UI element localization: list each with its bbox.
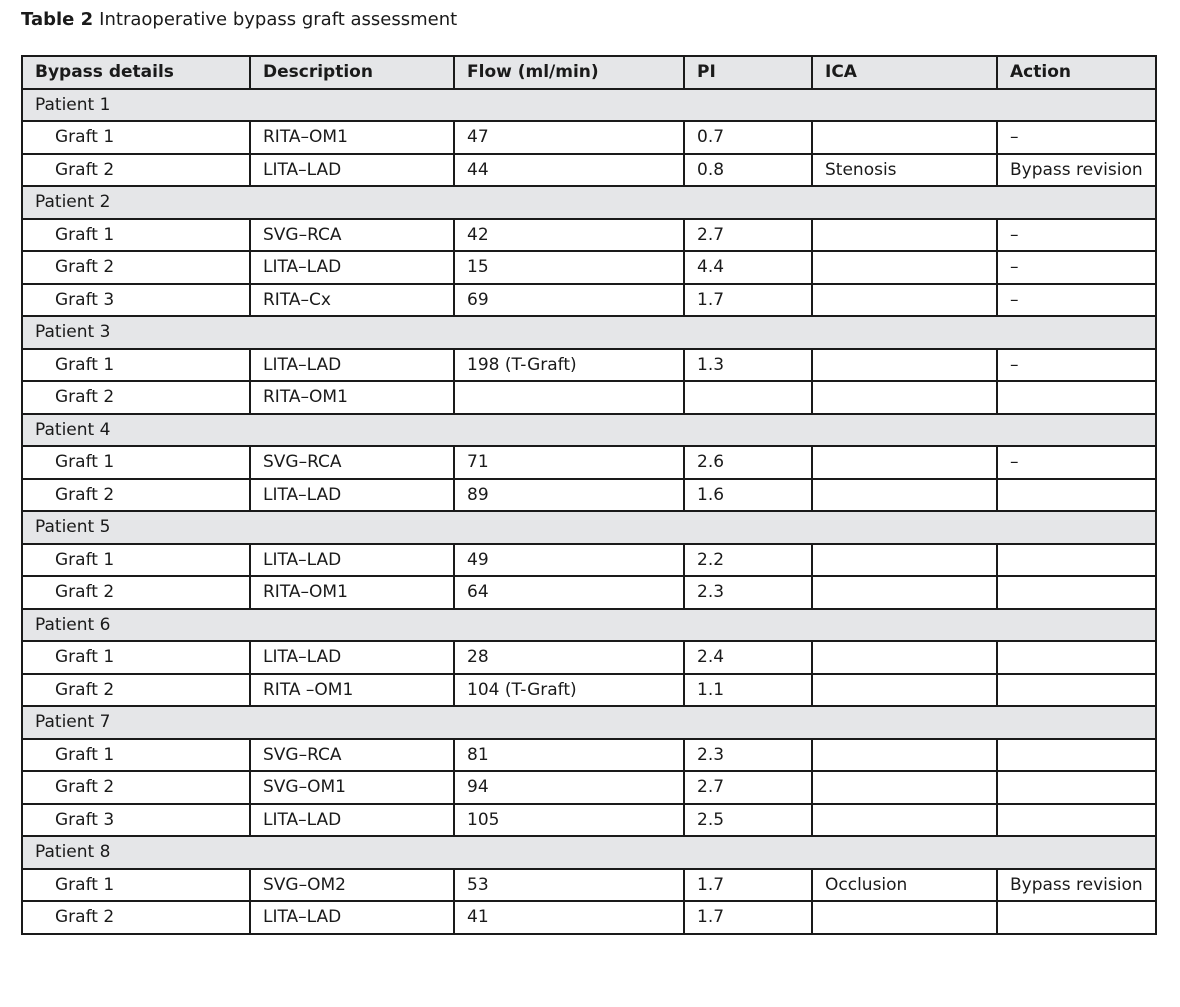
cell-flow: 104 (T-Graft) xyxy=(454,674,684,707)
cell-ica xyxy=(812,479,997,512)
graft-row xyxy=(22,446,1156,479)
cell-bypass-details: Graft 1 xyxy=(22,544,250,577)
cell-action: – xyxy=(997,284,1156,317)
cell-bypass-details: Graft 1 xyxy=(22,739,250,772)
patient-row xyxy=(22,414,1156,447)
table-label: Table 2 xyxy=(21,9,94,30)
cell-pi: 2.4 xyxy=(684,641,812,674)
cell-pi: 2.5 xyxy=(684,804,812,837)
cell-description: LITA–LAD xyxy=(250,641,454,674)
cell-action xyxy=(997,544,1156,577)
cell-flow xyxy=(454,381,684,414)
cell-ica xyxy=(812,121,997,154)
cell-bypass-details: Graft 2 xyxy=(22,674,250,707)
cell-action: – xyxy=(997,251,1156,284)
cell-ica xyxy=(812,544,997,577)
cell-description: SVG–OM2 xyxy=(250,869,454,902)
graft-row xyxy=(22,219,1156,252)
table-title: Intraoperative bypass graft assessment xyxy=(99,9,458,30)
graft-row xyxy=(22,901,1156,934)
cell-action: Bypass revision xyxy=(997,869,1156,902)
patient-row xyxy=(22,706,1156,739)
patient-row xyxy=(22,89,1156,122)
table-caption xyxy=(21,9,457,30)
cell-description: LITA–LAD xyxy=(250,804,454,837)
patient-row xyxy=(22,836,1156,869)
column-header-description: Description xyxy=(250,56,454,89)
cell-pi: 1.7 xyxy=(684,869,812,902)
patient-label: Patient 2 xyxy=(22,186,1156,219)
cell-ica xyxy=(812,804,997,837)
cell-flow: 64 xyxy=(454,576,684,609)
cell-flow: 44 xyxy=(454,154,684,187)
cell-description: RITA –OM1 xyxy=(250,674,454,707)
cell-bypass-details: Graft 2 xyxy=(22,381,250,414)
patient-label: Patient 3 xyxy=(22,316,1156,349)
cell-pi: 1.6 xyxy=(684,479,812,512)
cell-bypass-details: Graft 1 xyxy=(22,641,250,674)
graft-row xyxy=(22,641,1156,674)
cell-flow: 41 xyxy=(454,901,684,934)
graft-row xyxy=(22,869,1156,902)
cell-flow: 89 xyxy=(454,479,684,512)
cell-pi: 2.3 xyxy=(684,739,812,772)
cell-action xyxy=(997,901,1156,934)
cell-pi: 1.1 xyxy=(684,674,812,707)
cell-flow: 69 xyxy=(454,284,684,317)
cell-pi: 4.4 xyxy=(684,251,812,284)
cell-bypass-details: Graft 3 xyxy=(22,284,250,317)
cell-flow: 105 xyxy=(454,804,684,837)
cell-description: LITA–LAD xyxy=(250,251,454,284)
cell-bypass-details: Graft 1 xyxy=(22,349,250,382)
cell-ica xyxy=(812,446,997,479)
column-header-ica: ICA xyxy=(812,56,997,89)
cell-ica xyxy=(812,251,997,284)
patient-label: Patient 7 xyxy=(22,706,1156,739)
cell-description: LITA–LAD xyxy=(250,154,454,187)
cell-action xyxy=(997,576,1156,609)
patient-label: Patient 5 xyxy=(22,511,1156,544)
cell-flow: 94 xyxy=(454,771,684,804)
graft-row xyxy=(22,121,1156,154)
cell-flow: 71 xyxy=(454,446,684,479)
cell-flow: 49 xyxy=(454,544,684,577)
cell-action: – xyxy=(997,219,1156,252)
cell-pi: 2.2 xyxy=(684,544,812,577)
column-header-bypass-details: Bypass details xyxy=(22,56,250,89)
cell-description: SVG–OM1 xyxy=(250,771,454,804)
cell-ica xyxy=(812,381,997,414)
cell-ica xyxy=(812,284,997,317)
cell-action xyxy=(997,771,1156,804)
cell-ica xyxy=(812,739,997,772)
cell-ica xyxy=(812,674,997,707)
cell-action: – xyxy=(997,446,1156,479)
cell-bypass-details: Graft 1 xyxy=(22,219,250,252)
header-row xyxy=(22,56,1156,89)
cell-bypass-details: Graft 2 xyxy=(22,479,250,512)
cell-ica xyxy=(812,219,997,252)
cell-pi: 2.3 xyxy=(684,576,812,609)
cell-flow: 15 xyxy=(454,251,684,284)
cell-flow: 198 (T-Graft) xyxy=(454,349,684,382)
cell-pi: 1.7 xyxy=(684,284,812,317)
patient-row xyxy=(22,609,1156,642)
cell-description: SVG–RCA xyxy=(250,219,454,252)
patient-label: Patient 6 xyxy=(22,609,1156,642)
cell-action xyxy=(997,641,1156,674)
graft-row xyxy=(22,154,1156,187)
cell-pi: 2.7 xyxy=(684,219,812,252)
cell-description: LITA–LAD xyxy=(250,479,454,512)
graft-row xyxy=(22,381,1156,414)
graft-row xyxy=(22,771,1156,804)
cell-pi: 1.7 xyxy=(684,901,812,934)
column-header-flow: Flow (ml/min) xyxy=(454,56,684,89)
cell-action xyxy=(997,674,1156,707)
cell-ica xyxy=(812,349,997,382)
cell-ica xyxy=(812,771,997,804)
cell-action xyxy=(997,804,1156,837)
cell-flow: 28 xyxy=(454,641,684,674)
column-header-action: Action xyxy=(997,56,1156,89)
cell-flow: 53 xyxy=(454,869,684,902)
cell-bypass-details: Graft 2 xyxy=(22,901,250,934)
cell-bypass-details: Graft 2 xyxy=(22,251,250,284)
cell-ica xyxy=(812,576,997,609)
column-header-pi: PI xyxy=(684,56,812,89)
cell-action: – xyxy=(997,349,1156,382)
cell-description: LITA–LAD xyxy=(250,544,454,577)
bypass-graft-table xyxy=(21,55,1157,935)
cell-ica: Occlusion xyxy=(812,869,997,902)
cell-ica: Stenosis xyxy=(812,154,997,187)
cell-bypass-details: Graft 3 xyxy=(22,804,250,837)
cell-bypass-details: Graft 1 xyxy=(22,446,250,479)
patient-row xyxy=(22,511,1156,544)
cell-action: Bypass revision xyxy=(997,154,1156,187)
cell-pi: 0.7 xyxy=(684,121,812,154)
cell-action xyxy=(997,479,1156,512)
graft-row xyxy=(22,479,1156,512)
cell-description: RITA–OM1 xyxy=(250,121,454,154)
cell-description: SVG–RCA xyxy=(250,446,454,479)
cell-ica xyxy=(812,901,997,934)
patient-label: Patient 4 xyxy=(22,414,1156,447)
cell-pi xyxy=(684,381,812,414)
cell-action xyxy=(997,739,1156,772)
cell-bypass-details: Graft 2 xyxy=(22,576,250,609)
graft-row xyxy=(22,804,1156,837)
cell-flow: 47 xyxy=(454,121,684,154)
graft-row xyxy=(22,349,1156,382)
graft-row xyxy=(22,674,1156,707)
cell-pi: 2.6 xyxy=(684,446,812,479)
cell-description: LITA–LAD xyxy=(250,901,454,934)
cell-action: – xyxy=(997,121,1156,154)
cell-description: SVG–RCA xyxy=(250,739,454,772)
cell-pi: 2.7 xyxy=(684,771,812,804)
cell-description: RITA–Cx xyxy=(250,284,454,317)
cell-bypass-details: Graft 2 xyxy=(22,154,250,187)
cell-description: RITA–OM1 xyxy=(250,576,454,609)
cell-bypass-details: Graft 1 xyxy=(22,121,250,154)
cell-description: LITA–LAD xyxy=(250,349,454,382)
patient-label: Patient 8 xyxy=(22,836,1156,869)
cell-action xyxy=(997,381,1156,414)
cell-bypass-details: Graft 2 xyxy=(22,771,250,804)
cell-flow: 81 xyxy=(454,739,684,772)
cell-pi: 0.8 xyxy=(684,154,812,187)
graft-row xyxy=(22,284,1156,317)
cell-ica xyxy=(812,641,997,674)
cell-pi: 1.3 xyxy=(684,349,812,382)
graft-row xyxy=(22,251,1156,284)
cell-description: RITA–OM1 xyxy=(250,381,454,414)
cell-bypass-details: Graft 1 xyxy=(22,869,250,902)
patient-row xyxy=(22,316,1156,349)
patient-label: Patient 1 xyxy=(22,89,1156,122)
cell-flow: 42 xyxy=(454,219,684,252)
graft-row xyxy=(22,739,1156,772)
graft-row xyxy=(22,576,1156,609)
graft-row xyxy=(22,544,1156,577)
patient-row xyxy=(22,186,1156,219)
